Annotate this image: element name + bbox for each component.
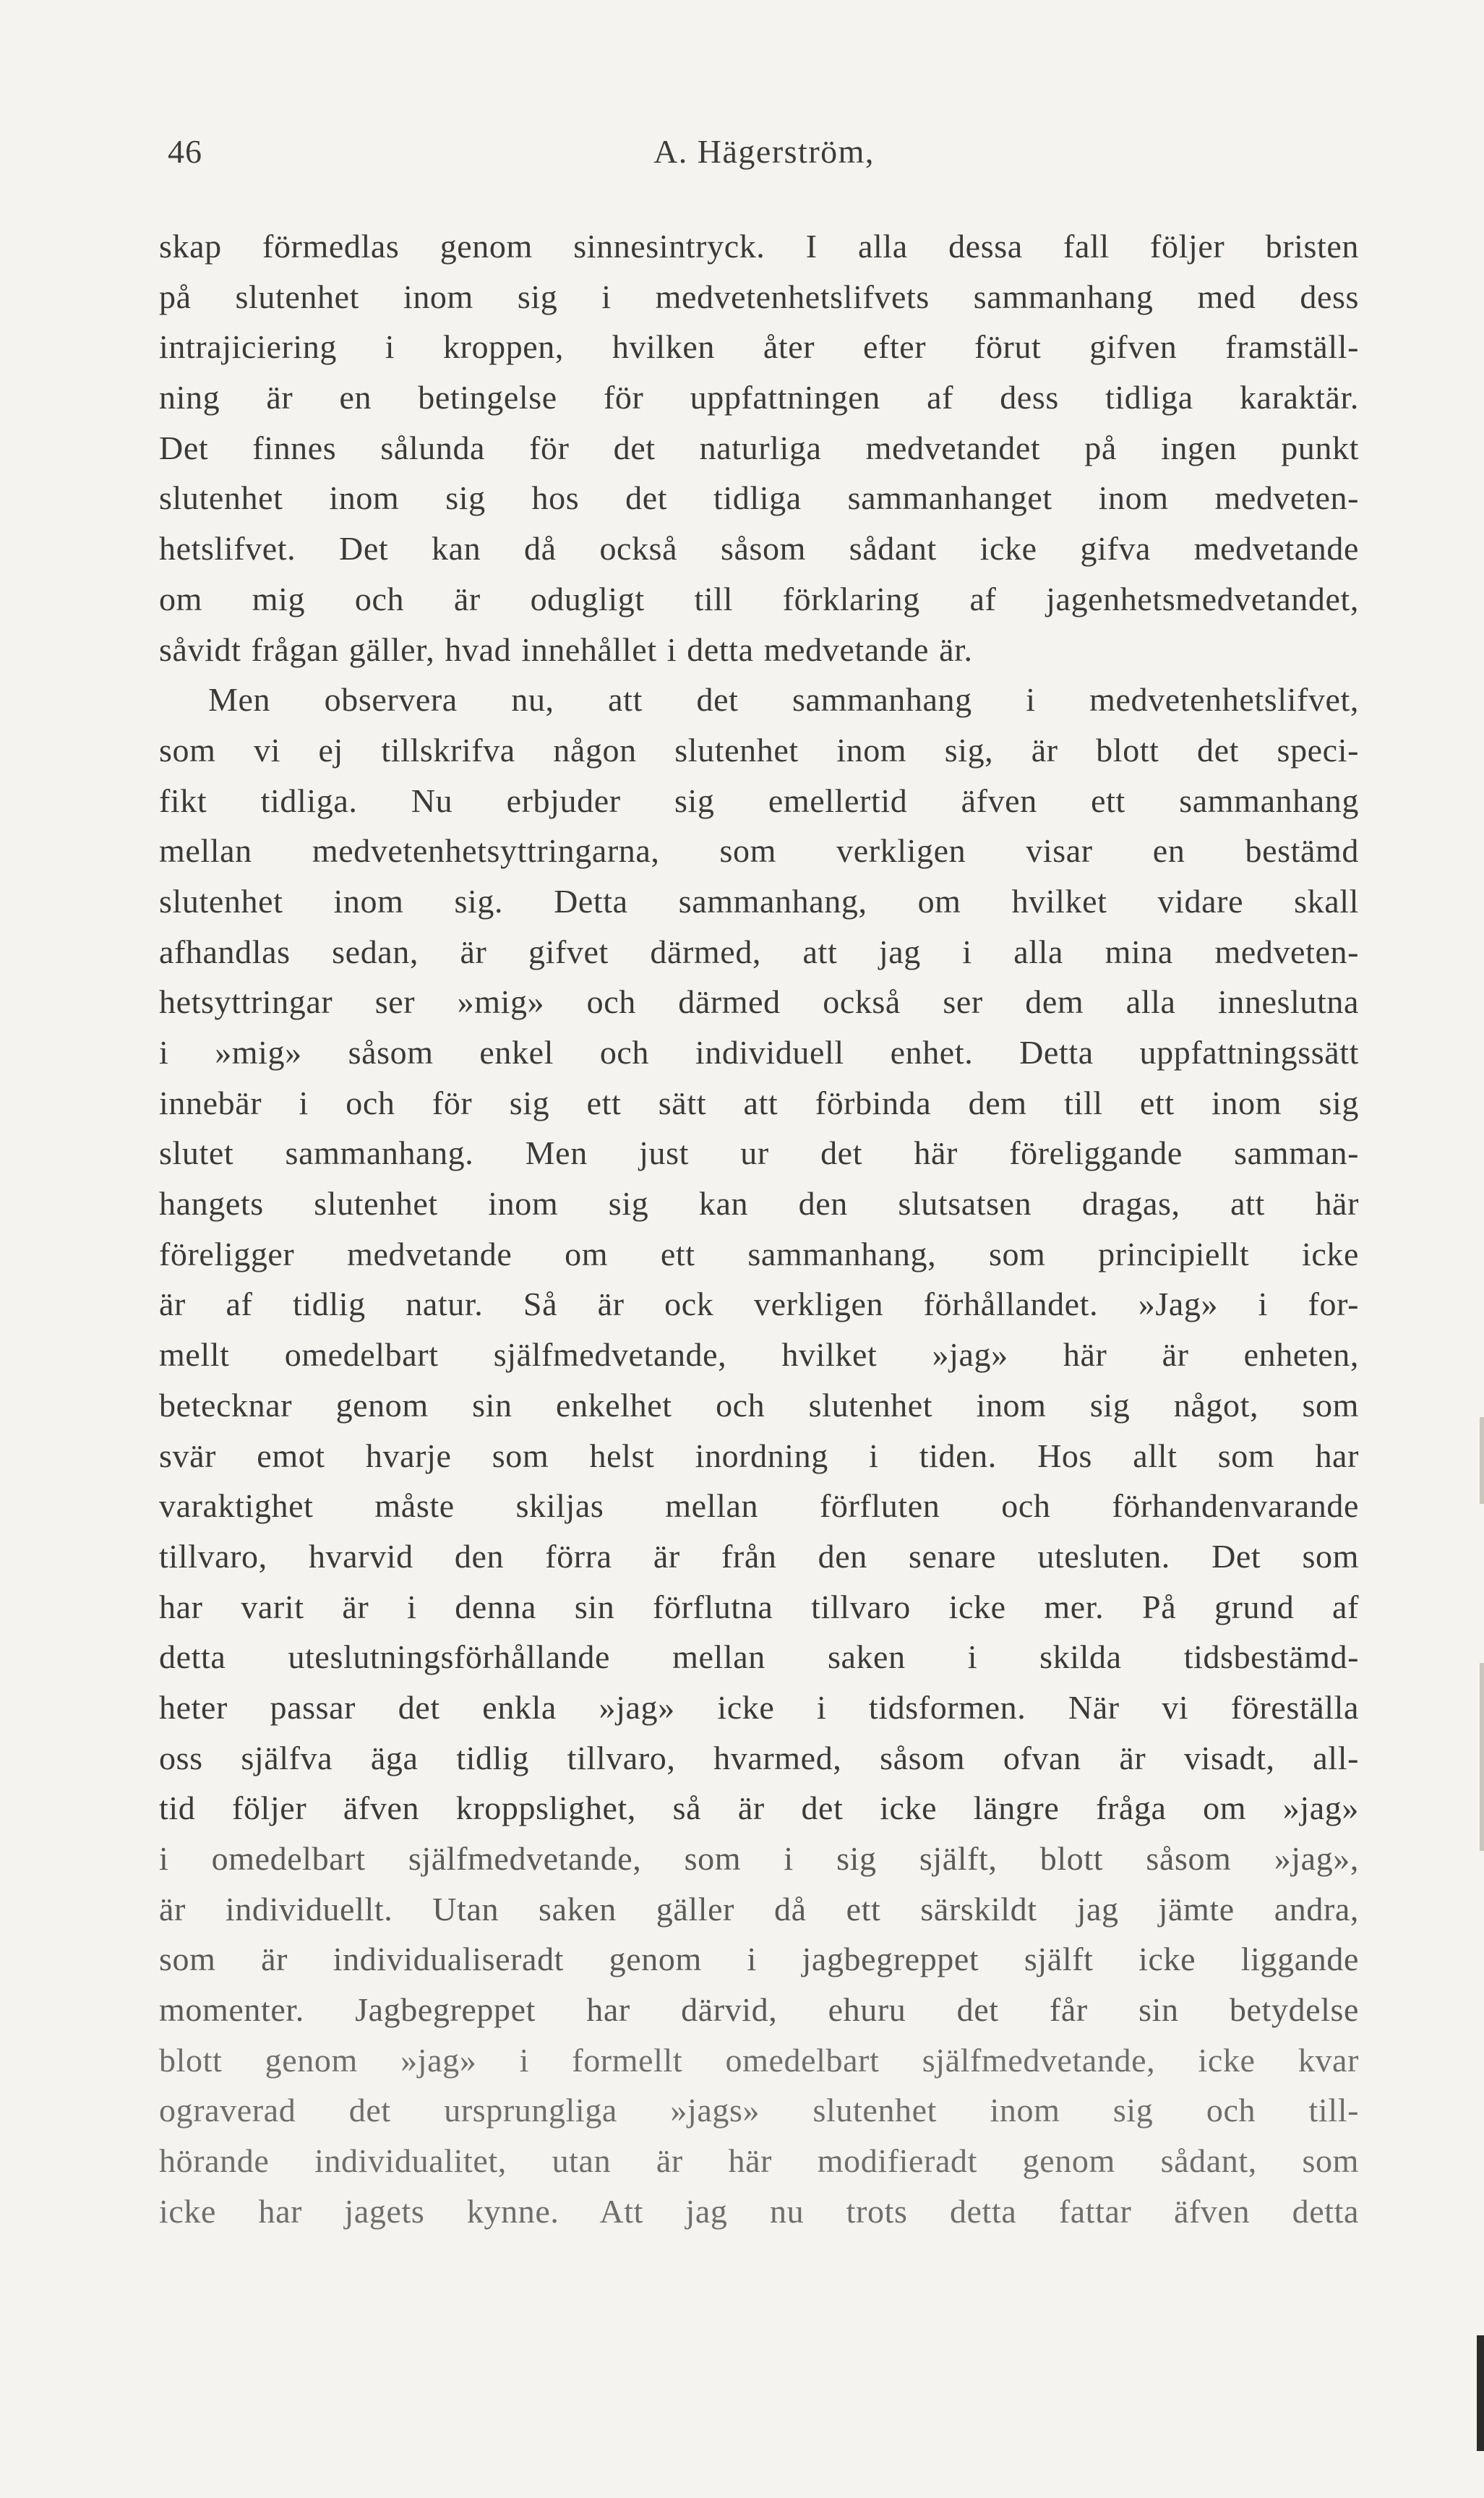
text-line: blott genom »jag» i formellt omedelbart själfmedvetande, icke kvar <box>159 2041 1359 2079</box>
text-line: hetslifvet. Det kan då också såsom sådant icke gifva medvetande <box>159 530 1359 568</box>
text-line: icke har jagets kynne. Att jag nu trots detta fattar äfven detta <box>159 2192 1359 2230</box>
text-line: hangets slutenhet inom sig kan den slutsatsen dragas, att här <box>159 1185 1359 1223</box>
page-edge-mark <box>1477 2335 1484 2451</box>
text-line: heter passar det enkla »jag» icke i tidsformen. När vi föreställa <box>159 1688 1359 1726</box>
text-line: intrajiciering i kroppen, hvilken åter efter förut gifven framställ- <box>159 328 1359 366</box>
text-line: oss själfva äga tidlig tillvaro, hvarmed, såsom ofvan är visadt, all- <box>159 1739 1359 1776</box>
text-line: har varit är i denna sin förflutna tillvaro icke mer. På grund af <box>159 1588 1359 1625</box>
text-line: ograverad det ursprungliga »jags» slutenhet inom sig och till- <box>159 2092 1359 2129</box>
text-line: momenter. Jagbegreppet har därvid, ehuru det får sin betydelse <box>159 1991 1359 2029</box>
text-line: såvidt frågan gäller, hvad innehållet i detta medvetande är. <box>159 630 973 668</box>
text-line: Det finnes sålunda för det naturliga medvetandet på ingen punkt <box>159 429 1359 466</box>
text-line: mellan medvetenhetsyttringarna, som verkligen visar en bestämd <box>159 832 1359 870</box>
text-line: slutenhet inom sig. Detta sammanhang, om hvilket vidare skall <box>159 882 1359 920</box>
running-head: A. Hägerström, <box>653 133 875 170</box>
page-header <box>168 132 1360 183</box>
text-line: fikt tidliga. Nu erbjuder sig emellertid äfven ett sammanhang <box>159 782 1359 819</box>
text-line: om mig och är odugligt till förklaring af jagenhetsmedvetandet, <box>159 580 1359 617</box>
text-line: svär emot hvarje som helst inordning i tiden. Hos allt som har <box>159 1437 1359 1474</box>
text-line: ning är en betingelse för uppfattningen af dess tidliga karaktär. <box>159 379 1359 416</box>
page-edge-shadow <box>1480 1417 1484 1504</box>
text-line: Men observera nu, att det sammanhang i medvetenhetslifvet, <box>208 681 1359 719</box>
text-line: föreligger medvetande om ett sammanhang, som principiellt icke <box>159 1235 1359 1272</box>
text-line: skap förmedlas genom sinnesintryck. I alla dessa fall följer bristen <box>159 228 1359 265</box>
text-line: slutet sammanhang. Men just ur det här föreliggande samman- <box>159 1134 1359 1172</box>
text-line: som vi ej tillskrifva någon slutenhet inom sig, är blott det speci- <box>159 731 1359 769</box>
text-line: som är individualiseradt genom i jagbegreppet själft icke liggande <box>159 1941 1359 1978</box>
text-line: tid följer äfven kroppslighet, så är det icke längre fråga om »jag» <box>159 1789 1359 1827</box>
page-edge-shadow <box>1480 1663 1484 1851</box>
text-line: hörande individualitet, utan är här modifieradt genom sådant, som <box>159 2142 1359 2180</box>
text-line: detta uteslutningsförhållande mellan saken i skilda tidsbestämd- <box>159 1638 1359 1676</box>
body-text <box>159 221 1359 2237</box>
text-line: tillvaro, hvarvid den förra är från den senare utesluten. Det som <box>159 1537 1359 1575</box>
text-line: innebär i och för sig ett sätt att förbinda dem till ett inom sig <box>159 1084 1359 1121</box>
text-line: slutenhet inom sig hos det tidliga sammanhanget inom medveten- <box>159 479 1359 517</box>
text-line: hetsyttringar ser »mig» och därmed också ser dem alla inneslutna <box>159 983 1359 1021</box>
text-line: varaktighet måste skiljas mellan förfluten och förhandenvarande <box>159 1487 1359 1525</box>
text-line: i »mig» såsom enkel och individuell enhet. Detta uppfattningssätt <box>159 1034 1359 1071</box>
text-line: är individuellt. Utan saken gäller då ett särskildt jag jämte andra, <box>159 1890 1359 1928</box>
text-line: mellt omedelbart själfmedvetande, hvilket »jag» här är enheten, <box>159 1336 1359 1374</box>
text-line: betecknar genom sin enkelhet och slutenhet inom sig något, som <box>159 1386 1359 1424</box>
text-line: i omedelbart själfmedvetande, som i sig själft, blott såsom »jag», <box>159 1840 1359 1877</box>
text-line: på slutenhet inom sig i medvetenhetslifvets sammanhang med dess <box>159 278 1359 315</box>
page-number: 46 <box>168 133 202 170</box>
text-line: är af tidlig natur. Så är ock verkligen förhållandet. »Jag» i for- <box>159 1286 1359 1323</box>
text-line: afhandlas sedan, är gifvet därmed, att jag i alla mina medveten- <box>159 933 1359 970</box>
